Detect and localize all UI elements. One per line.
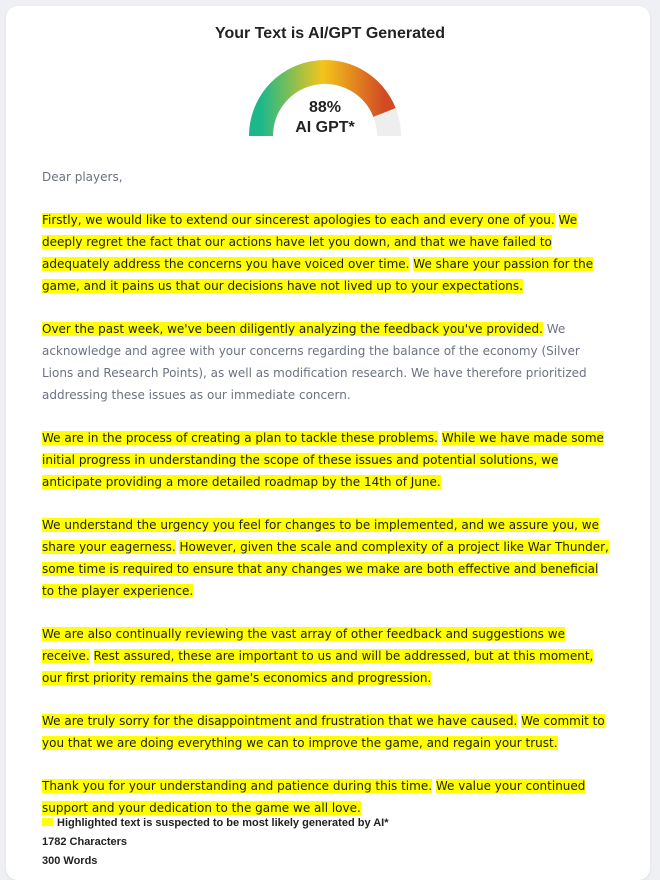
greeting: Dear players, — [42, 170, 123, 184]
highlighted-sentence: However, given the scale and complexity of a project like War Thunder, some time is required to ensure that any changes we make are both effective and beneficial to the player experience. — [42, 540, 609, 598]
stats-footer — [42, 814, 389, 871]
highlighted-sentence: We are in the process of creating a plan to tackle these problems. — [42, 431, 438, 445]
highlight-swatch — [42, 818, 53, 826]
highlighted-sentence: We deeply regret the fact that our actions have let you down, and that we have failed to adequately address the concerns you have voiced over time. — [42, 213, 578, 271]
highlighted-sentence: We value your continued support and your dedication to the game we all love. — [42, 779, 586, 815]
highlighted-sentence: We are truly sorry for the disappointment and frustration that we have caused. — [42, 714, 518, 728]
character-count: 1782 Characters — [42, 836, 128, 848]
highlighted-sentence: Firstly, we would like to extend our sincerest apologies to each and every one of you. — [42, 213, 555, 227]
plain-text: We acknowledge and agree with your concerns regarding the balance of the economy (Silver Lions and Research Points), as well as modification research. We have therefore prioritized addressing these issues as our immediate concern. — [42, 322, 587, 402]
paragraph — [42, 209, 612, 297]
paragraph — [42, 427, 612, 493]
plain-text — [555, 213, 559, 227]
plain-text — [90, 649, 94, 663]
highlighted-sentence: Over the past week, we've been diligently analyzing the feedback you've provided. — [42, 322, 543, 336]
gauge-label: AI GPT* — [295, 119, 355, 136]
paragraph — [42, 710, 612, 754]
page-title: Your Text is AI/GPT Generated — [215, 25, 445, 42]
paragraph — [42, 775, 612, 819]
word-count: 300 Words — [42, 855, 98, 867]
legend-row — [42, 814, 389, 833]
paragraph — [42, 318, 612, 406]
legend-text: Highlighted text is suspected to be most likely generated by AI* — [57, 817, 389, 829]
highlighted-sentence: We commit to you that we are doing everything we can to improve the game, and regain your trust. — [42, 714, 605, 750]
paragraph-list — [42, 209, 612, 819]
highlighted-sentence: We understand the urgency you feel for changes to be implemented, and we assure you, we share your eagerness. — [42, 518, 600, 554]
highlighted-sentence: Thank you for your understanding and patience during this time. — [42, 779, 433, 793]
highlighted-sentence: While we have made some initial progress in understanding the scope of these issues and potential solutions, we anticipate providing a more detailed roadmap by the 14th of June. — [42, 431, 604, 489]
highlighted-sentence: We are also continually reviewing the vast array of other feedback and suggestions we receive. — [42, 627, 565, 663]
analyzed-text — [42, 166, 612, 840]
highlighted-sentence: Rest assured, these are important to us and will be addressed, but at this moment, our first priority remains the game's economics and progression. — [42, 649, 594, 685]
paragraph — [42, 514, 612, 602]
highlighted-sentence: We share your passion for the game, and it pains us that our decisions have not lived up to your expectations. — [42, 257, 594, 293]
paragraph — [42, 623, 612, 689]
gauge-percent: 88% — [308, 99, 342, 116]
